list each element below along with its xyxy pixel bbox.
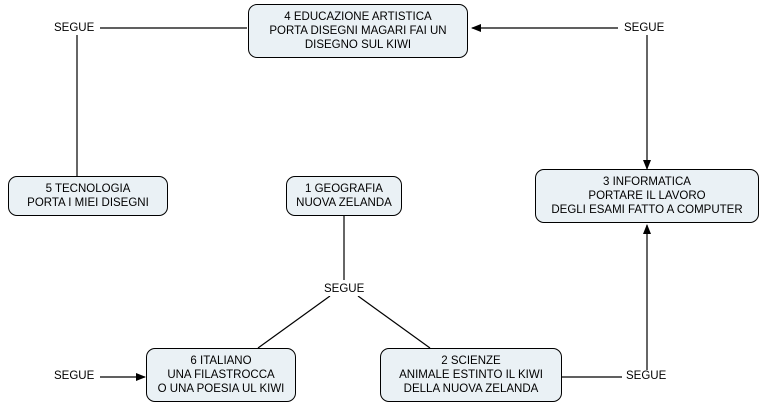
node-line: ANIMALE ESTINTO IL KIWI [399, 369, 543, 381]
node-line: 5 TECNOLOGIA [45, 183, 131, 195]
node-educazione-artistica[interactable] [248, 4, 468, 58]
node-tecnologia[interactable] [8, 176, 168, 216]
edge-label-segue-bottom-right: SEGUE [626, 370, 667, 382]
node-line: O UNA POESIA UL KIWI [157, 383, 285, 395]
node-line: UNA FILASTROCCA [167, 369, 275, 381]
edge-label-segue-top-left: SEGUE [54, 22, 95, 34]
node-line: DELLA NUOVA ZELANDA [403, 383, 539, 395]
node-geografia[interactable] [286, 176, 402, 216]
node-line: 1 GEOGRAFIA [305, 183, 383, 195]
node-line: PORTA DISEGNI MAGARI FAI UN [269, 25, 447, 37]
node-line: 2 SCIENZE [441, 355, 501, 367]
node-line: DISEGNO SUL KIWI [304, 39, 412, 51]
edge-label-segue-bottom-left: SEGUE [54, 370, 95, 382]
node-line: 4 EDUCAZIONE ARTISTICA [284, 11, 432, 23]
edge-label-segue-center: SEGUE [324, 283, 365, 295]
edge-segue-to-scienze [358, 296, 430, 348]
node-line: PORTARE IL LAVORO [588, 190, 706, 202]
node-scienze[interactable] [380, 348, 562, 402]
node-line: NUOVA ZELANDA [296, 197, 392, 209]
node-line: 3 INFORMATICA [603, 176, 691, 188]
node-informatica[interactable] [535, 169, 759, 223]
node-line: PORTA I MIEI DISEGNI [27, 197, 149, 209]
node-italiano[interactable] [146, 348, 296, 402]
edge-segue-to-italiano [258, 296, 330, 348]
node-line: 6 ITALIANO [190, 355, 252, 367]
node-line: DEGLI ESAMI FATTO A COMPUTER [551, 204, 743, 216]
edge-label-segue-top-right: SEGUE [624, 22, 665, 34]
